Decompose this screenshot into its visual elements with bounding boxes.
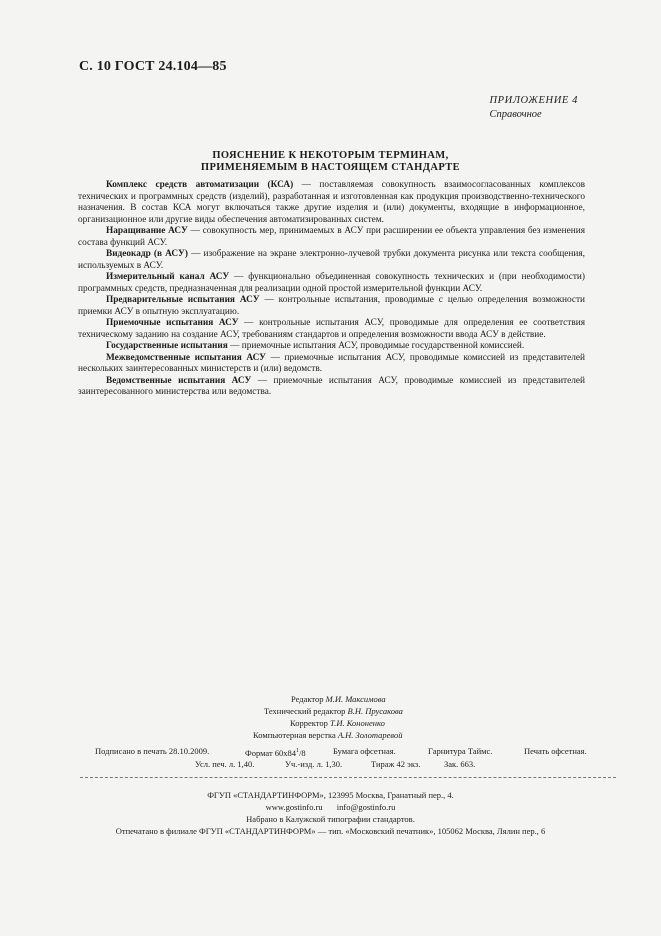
format-fraction-num: 1: [296, 748, 300, 754]
term-name: Наращивание АСУ: [106, 226, 188, 236]
email-link[interactable]: info@gostinfo.ru: [336, 802, 396, 812]
term-definition: — изображение на экране электронно-лучевой трубки документа рисунка или текста сообщения, используемых в АСУ.: [78, 249, 585, 271]
publisher-address: ФГУП «СТАНДАРТИНФОРМ», 123995 Москва, Гранатный пер., 4.: [207, 790, 454, 800]
term-name: Государственные испытания: [106, 341, 228, 351]
term-paragraph: [78, 318, 585, 341]
term-name: Приемочные испытания АСУ: [106, 318, 239, 328]
term-paragraph: [78, 376, 585, 399]
credit-person: М.И. Максимова: [325, 694, 386, 704]
term-definition: — контрольные испытания, проводимые с целью определения возможности приемки АСУ в опытную эксплуатацию.: [78, 295, 585, 317]
credit-person: Т.И. Кононенко: [330, 718, 385, 728]
appendix-type: Справочное: [489, 109, 542, 120]
term-paragraph: [78, 272, 585, 295]
appendix-number: ПРИЛОЖЕНИЕ 4: [489, 95, 578, 106]
title-line-1: ПОЯСНЕНИЕ К НЕКОТОРЫМ ТЕРМИНАМ,: [212, 150, 449, 161]
term-name: Видеокадр (в АСУ): [106, 249, 188, 259]
credit-layout: [253, 730, 402, 741]
credit-label: Корректор: [290, 718, 328, 728]
format-value: Формат 60x84: [245, 747, 297, 758]
divider: [80, 777, 616, 778]
term-name: Межведомственные испытания АСУ: [106, 352, 266, 363]
title-line-2: ПРИМЕНЯЕМЫМ В НАСТОЯЩЕМ СТАНДАРТЕ: [200, 162, 461, 173]
credit-editor: [291, 694, 386, 705]
term-definition: — приемочные испытания АСУ, проводимые государственной комиссией.: [227, 341, 525, 351]
publisher-contacts: [0, 801, 661, 813]
term-definition: — приемочные испытания АСУ, проводимые комиссией из представителей нескольких заинтересованных министерств и (или) ведомств.: [78, 352, 585, 374]
publisher-footer: [0, 789, 661, 837]
typeface: Гарнитура Таймс.: [428, 746, 493, 756]
term-paragraph: [78, 249, 585, 272]
terms-list: [78, 180, 585, 399]
term-paragraph: [78, 226, 585, 249]
credit-person: А.Н. Золотаревой: [337, 730, 403, 740]
page-header: С. 10 ГОСТ 24.104—85: [79, 59, 227, 74]
term-definition: — приемочные испытания АСУ, проводимые комиссией из представителей заинтересованного министерства или ведомства.: [78, 375, 585, 397]
term-name: Комплекс средств автоматизации (КСА): [106, 180, 294, 190]
website-link[interactable]: www.gostinfo.ru: [265, 802, 323, 812]
order-number: Зак. 663.: [444, 759, 476, 769]
paper-type: Бумага офсетная.: [333, 746, 396, 756]
term-definition: — контрольные испытания АСУ, проводимые для определения ее соответствия техническому заданию на создание АСУ, требованиям стандартов и определения возможности ввода АСУ в действие.: [78, 318, 585, 340]
printing-note: Отпечатано в филиале ФГУП «СТАНДАРТИНФОРМ» — тип. «Московский печатник», 105062 Москва, Лялин пер., 6: [115, 826, 546, 836]
term-paragraph: [78, 295, 585, 318]
printed-sheets: Усл. печ. л. 1,40.: [195, 759, 255, 769]
appendix-label: [489, 94, 578, 122]
credit-label: Компьютерная верстка: [253, 730, 336, 740]
print-run: Тираж 42 экз.: [371, 759, 421, 769]
term-name: Предварительные испытания АСУ: [106, 295, 260, 305]
credit-label: Технический редактор: [264, 706, 346, 716]
format-fraction-den: /8: [299, 747, 306, 758]
section-title: [78, 150, 583, 174]
print-type: Печать офсетная.: [524, 746, 587, 756]
term-name: Измерительный канал АСУ: [106, 272, 230, 282]
signed-date: Подписано в печать 28.10.2009.: [95, 746, 210, 756]
term-paragraph: [78, 353, 585, 376]
term-name: Ведомственные испытания АСУ: [106, 375, 252, 386]
term-paragraph: [78, 180, 585, 226]
typesetting-note: Набрано в Калужской типографии стандартов.: [246, 814, 415, 824]
term-definition: — совокупность мер, принимаемых в АСУ при расширении ее объекта управления без изменения состава функций АСУ.: [78, 226, 585, 248]
term-paragraph: [78, 341, 585, 353]
term-definition: — функционально объединенная совокупность технических и (при необходимости) программных средств, предназначенная для реализации одной простой измерительной функции АСУ.: [78, 272, 586, 294]
publishing-sheets: Уч.-изд. л. 1,30.: [285, 759, 343, 769]
credit-tech-editor: [264, 706, 403, 717]
term-definition: — поставляемая совокупность взаимосогласованных комплексов технических и программных средств (изделий), разработанная и изготовленная как продукция производственно-технического назначения. В состав КСА могут включаться также другие изделия и (или) документы, входящие в информационное, организационное или другие виды обеспечения автоматизированных систем.: [78, 180, 585, 225]
credit-label: Редактор: [291, 694, 324, 704]
credit-corrector: [290, 718, 385, 729]
credit-person: В.Н. Прусакова: [347, 706, 403, 716]
